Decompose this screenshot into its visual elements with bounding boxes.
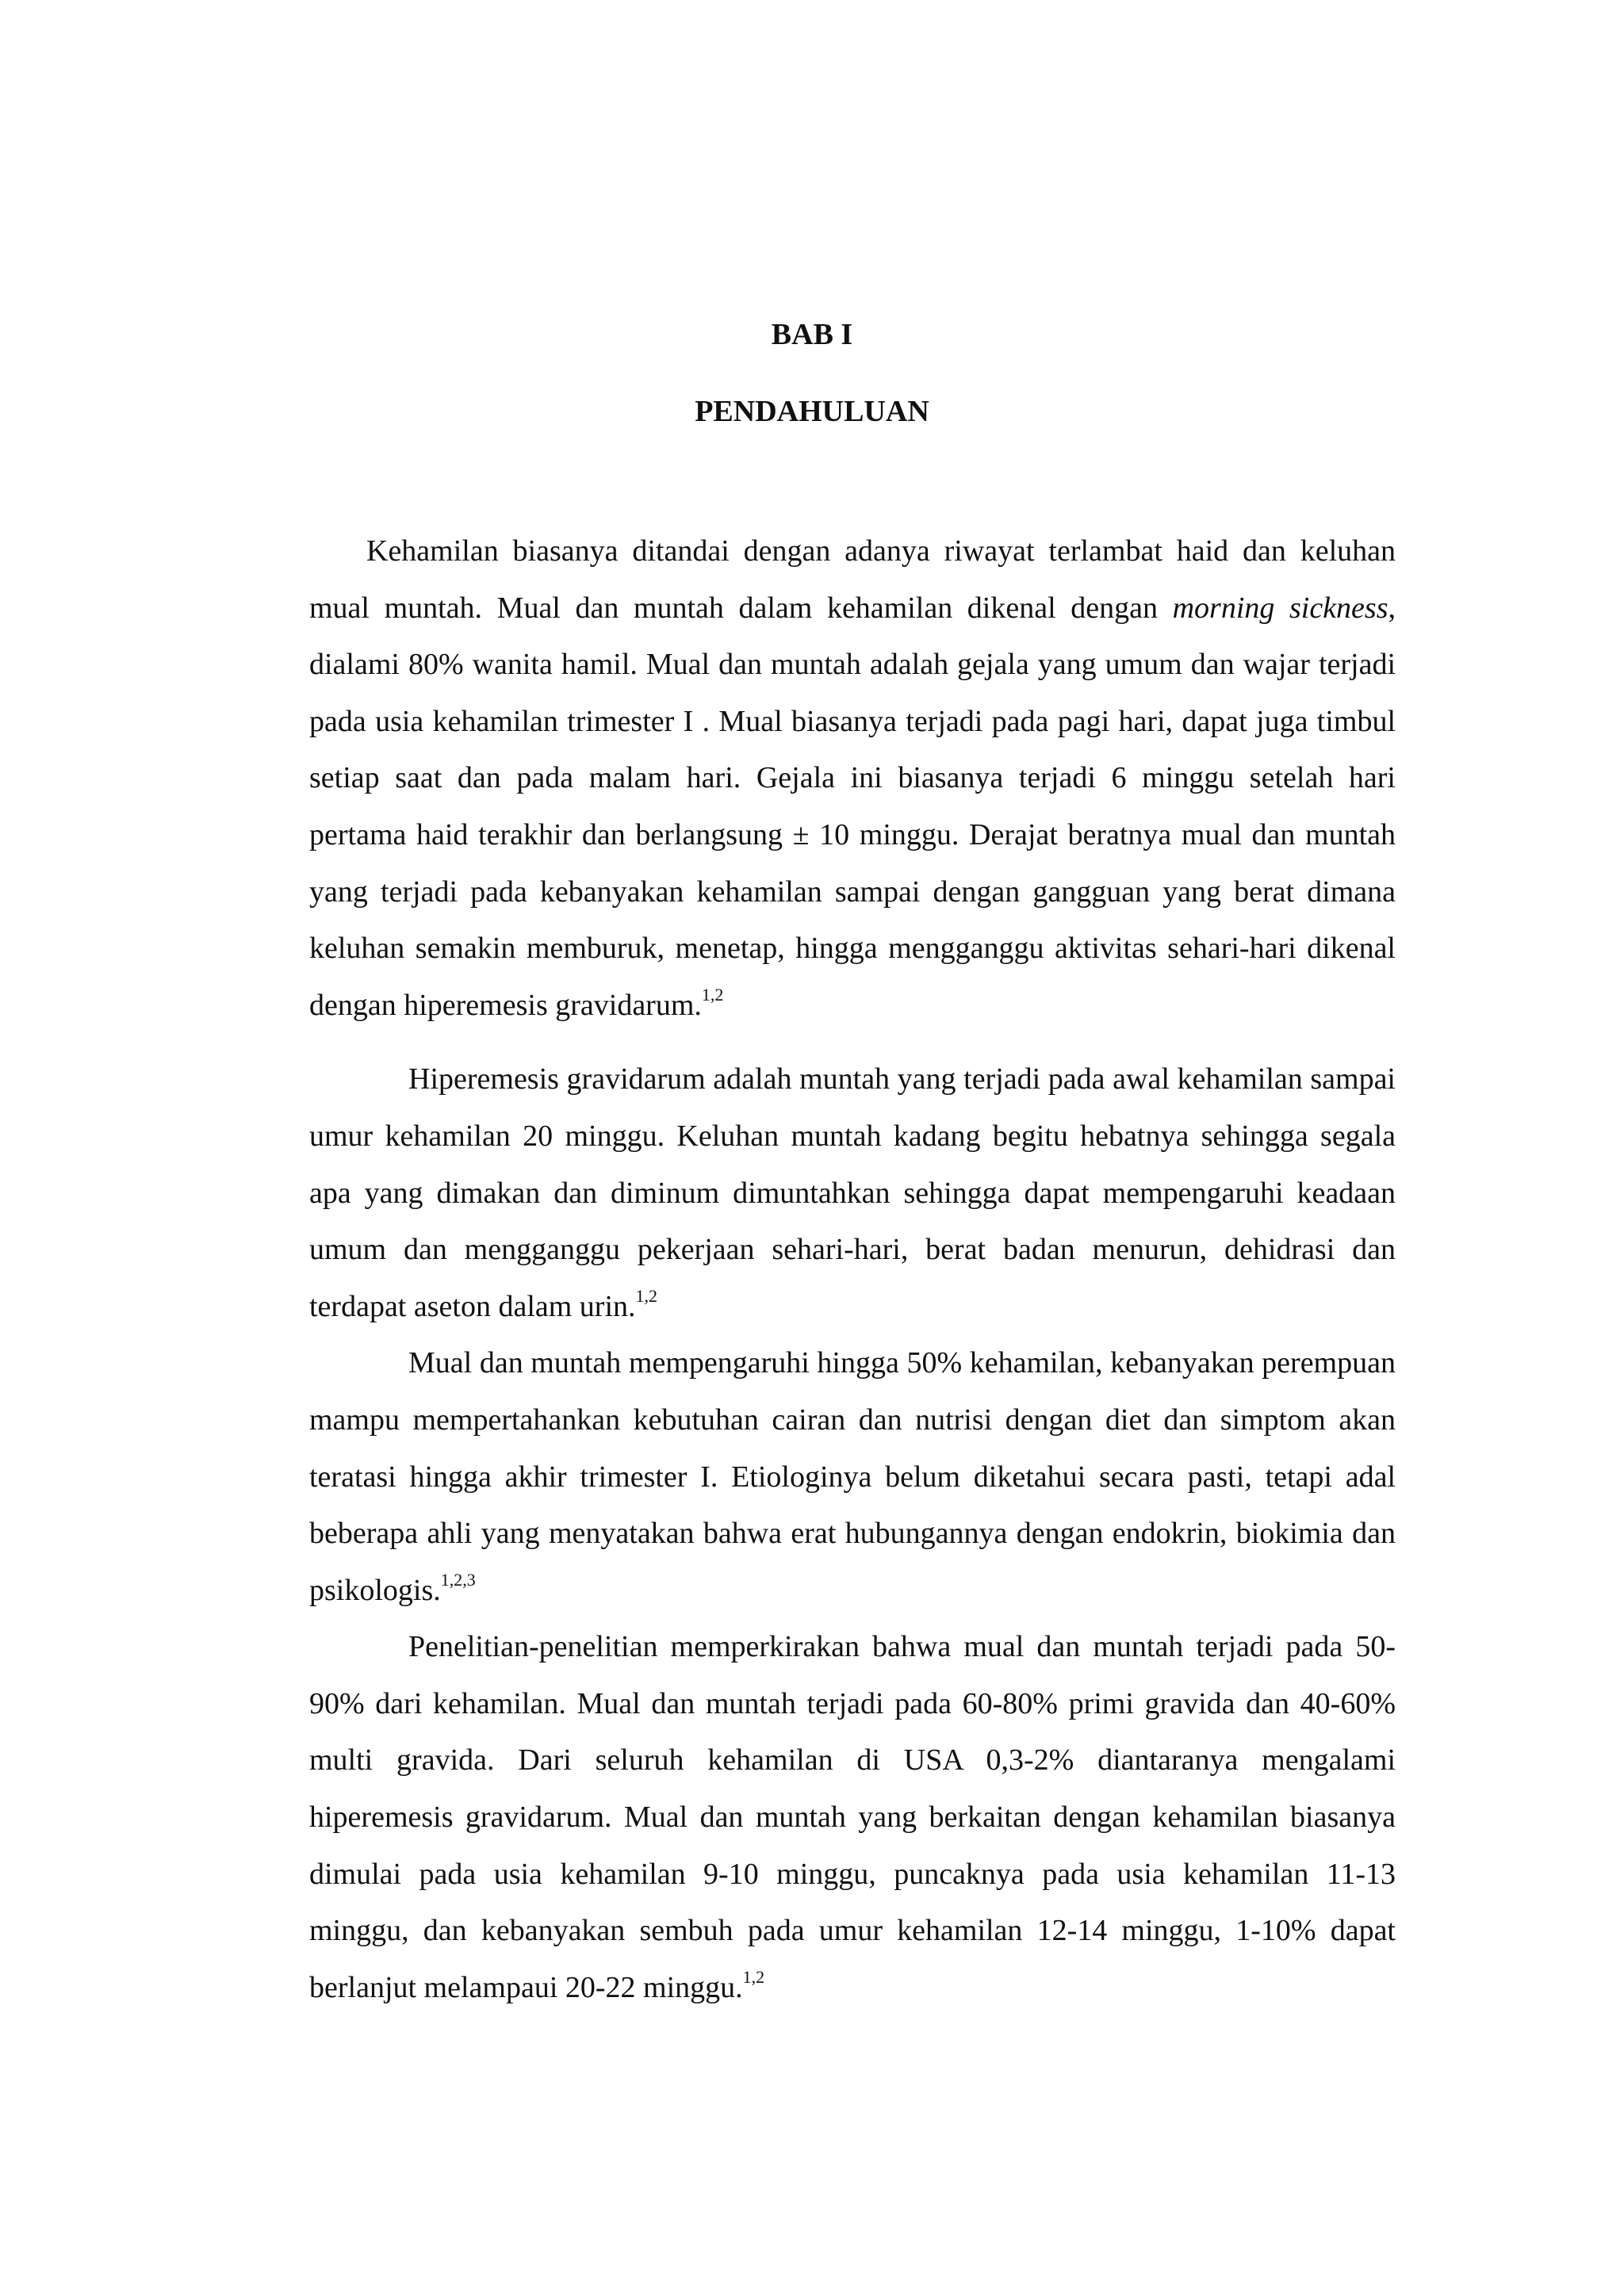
paragraph-1-italic-term: morning sickness — [1172, 591, 1388, 625]
paragraph-3-text: Mual dan muntah mempengaruhi hingga 50% kehamilan, kebanyakan perempuan mampu mempertahankan kebutuhan cairan dan nutrisi dengan diet dan simptom akan teratasi hingga akhir trimester I. Etiologinya belum diketahui secara pasti, tetapi adal beberapa ahli yang menyatakan bahwa erat hubungannya dengan endokrin, biokimia dan psikologis. — [309, 1346, 1396, 1607]
paragraph-2-citation: 1,2 — [635, 1286, 658, 1307]
paragraph-1-text-a: Kehamilan biasanya ditandai dengan adanya riwayat terlambat haid dan keluhan mual muntah. Mual dan muntah dalam kehamilan dikenal dengan — [309, 534, 1396, 625]
paragraph-1-text-b: , dialami 80% wanita hamil. Mual dan muntah adalah gejala yang umum dan wajar terjadi pada usia kehamilan trimester I . Mual biasanya terjadi pada pagi hari, dapat juga timbul setiap saat dan pada malam hari. Gejala ini biasanya terjadi 6 minggu setelah hari pertama haid terakhir dan berlangsung ± 10 minggu. Derajat beratnya mual dan muntah yang terjadi pada kebanyakan kehamilan sampai dengan gangguan yang berat dimana keluhan semakin memburuk, menetap, hingga mengganggu aktivitas sehari-hari dikenal dengan hiperemesis gravidarum. — [309, 591, 1396, 1022]
paragraph-2 — [309, 1051, 1396, 1335]
chapter-title: PENDAHULUAN — [695, 395, 929, 428]
paragraph-1-citation: 1,2 — [701, 985, 724, 1005]
chapter-number: BAB I — [771, 318, 853, 351]
paragraph-4-citation: 1,2 — [742, 1967, 765, 1988]
paragraph-2-text: Hiperemesis gravidarum adalah muntah yang terjadi pada awal kehamilan sampai umur kehamilan 20 minggu. Keluhan muntah kadang begitu hebatnya sehingga segala apa yang dimakan dan diminum dimuntahkan sehingga dapat mempengaruhi keadaan umum dan mengganggu pekerjaan sehari-hari, berat badan menurun, dehidrasi dan terdapat aseton dalam urin. — [309, 1062, 1396, 1323]
paragraph-1 — [309, 523, 1396, 1034]
body-text — [309, 523, 1396, 2016]
paragraph-3 — [309, 1335, 1396, 1619]
paragraph-4 — [309, 1619, 1396, 2016]
paragraph-3-citation: 1,2,3 — [440, 1570, 476, 1590]
paragraph-4-text: Penelitian-penelitian memperkirakan bahwa mual dan muntah terjadi pada 50-90% dari kehamilan. Mual dan muntah terjadi pada 60-80% primi gravida dan 40-60% multi gravida. Dari seluruh kehamilan di USA 0,3-2% diantaranya mengalami hiperemesis gravidarum. Mual dan muntah yang berkaitan dengan kehamilan biasanya dimulai pada usia kehamilan 9-10 minggu, puncaknya pada usia kehamilan 11-13 minggu, dan kebanyakan sembuh pada umur kehamilan 12-14 minggu, 1-10% dapat berlanjut melampaui 20-22 minggu. — [309, 1630, 1396, 2004]
